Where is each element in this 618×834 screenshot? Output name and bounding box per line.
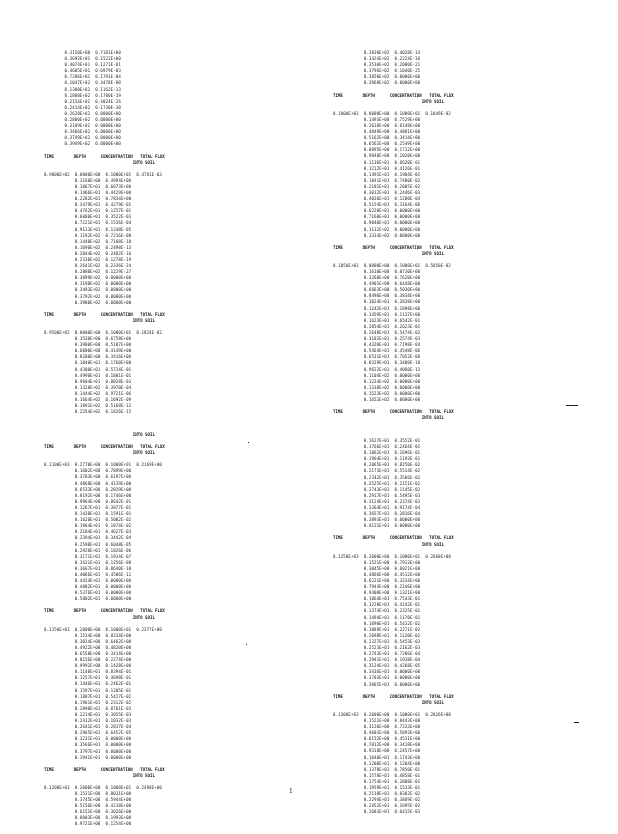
data-row: 0.2342E+01 0.3566E-02: [333, 474, 421, 480]
data-row: 0.1200E+03 0.2000E+00 0.1000E+01 0.2490E+00: [44, 784, 162, 790]
data-row: 0.2452E+01 0.1695E-02: [333, 803, 421, 809]
data-row: 0.1521E+00 0.8031E+00: [44, 790, 132, 796]
data-row: 0.1530E+00 0.6758E+00: [44, 336, 132, 342]
data-block: [44, 154, 294, 306]
data-row: 0.2523E+01 0.2162E-03: [333, 645, 421, 650]
data-row: 0.1380E+02 0.1162E-13: [44, 86, 121, 92]
column-header: TIME DEPTH CONCENTRATION TOTAL FLUX: [44, 444, 165, 450]
column-subheader: INTO SOIL: [333, 98, 444, 104]
data-row: 0.6220E+01 0.0000E+00: [333, 208, 421, 214]
data-row: 0.1959E+01 0.1533E-01: [333, 784, 421, 790]
data-row: 0.1440E+02 0.7168E-10: [44, 238, 132, 244]
data-row: 0.1623E+01 0.6542E-01: [333, 317, 421, 323]
data-row: 0.1040E+01 0.1760E+00: [44, 360, 132, 366]
data-block: [333, 432, 593, 529]
data-row: 0.1664E+02 0.1692E-09: [44, 396, 132, 402]
data-row: 0.1534E+00 0.8234E+00: [44, 632, 132, 638]
data-row: 0.1652E+02 0.0000E+00: [333, 396, 421, 402]
data-row: 0.2173E+01 0.5514E-02: [333, 468, 421, 474]
data-row: 0.2641E+01 0.2837E-04: [44, 724, 132, 730]
data-row: 0.2098E+01 0.8761E-03: [44, 705, 132, 711]
data-row: 0.3900E+00 0.5107E+00: [44, 342, 132, 348]
data-row: 0.2054E+01 0.2623E-01: [333, 323, 421, 329]
data-row: 0.1766E+01 0.2464E-01: [333, 444, 421, 450]
top-left-column: [44, 44, 294, 421]
data-row: 0.2590E+01 0.6048E-05: [44, 541, 132, 547]
data-row: 0.1067E+01 0.6073E+00: [44, 183, 132, 189]
data-row: 0.1459E+01 0.1137E+00: [333, 311, 421, 317]
data-row: 0.3479E+01 0.4279E-01: [44, 202, 132, 208]
data-row: 0.5464E+01 0.4548E-06: [333, 348, 421, 354]
data-row: 0.3968E+02 0.0000E+00: [333, 80, 421, 86]
data-row: 0.2965E+01 0.6452E-05: [44, 730, 132, 736]
data-row: 0.2412E+01 0.1032E-03: [44, 718, 132, 724]
data-row: 0.1104E+02 0.0000E+00: [333, 372, 421, 378]
data-row: 0.3466E+02 0.0000E+00: [44, 129, 121, 135]
data-row: 0.3364E+01 0.9174E-04: [333, 505, 421, 511]
data-row: 0.4990E+01 0.1801E-01: [44, 372, 132, 378]
column-header: TIME DEPTH CONCENTRATION TOTAL FLUX: [333, 244, 454, 250]
data-row: 0.2181E+01 0.2005E-02: [333, 183, 421, 189]
data-row: 0.2294E+01 0.3869E-02: [333, 797, 421, 803]
data-row: 0.1300E+03 0.2000E+00 0.1000E+01 0.2826E+00: [333, 711, 451, 717]
column-subheader: INTO SOIL: [333, 699, 444, 705]
data-row: 0.3424E+02 0.2224E-16: [333, 56, 421, 62]
data-row: 0.2184E+01 0.4627E-03: [44, 529, 132, 535]
data-row: 0.3160E+00 0.4994E+00: [44, 177, 132, 183]
data-row: 0.1597E+01 0.1205E-01: [44, 687, 132, 693]
data-row: 0.1136E+01 0.6620E-01: [333, 159, 421, 165]
data-row: 0.2118E+01 0.8302E-02: [333, 791, 421, 797]
data-row: 0.1964E+01 0.1193E-01: [333, 456, 421, 462]
data-row: 0.4922E+00 0.4820E+00: [44, 644, 132, 650]
data-row: 0.1493E+00 0.7529E+00: [333, 116, 421, 122]
scan-mark-dot-3: [574, 722, 579, 723]
data-row: 0.8192E+00 0.1746E+00: [44, 492, 132, 498]
data-row: 0.9318E+00 0.2457E+00: [333, 748, 421, 754]
data-block: [44, 444, 294, 602]
data-row: 0.3566E+01 0.0000E+00: [44, 742, 132, 748]
data-row: 0.3941E+01 0.0000E+00: [44, 754, 132, 760]
data-row: 0.9500E+02 0.0000E+00 0.1000E+01 0.1824E-02: [44, 329, 162, 335]
data-row: 0.1491E+01 0.1904E-01: [333, 171, 421, 177]
data-row: 0.3045E+00 0.6021E+00: [333, 565, 421, 571]
scan-mark-dot-2: [246, 644, 247, 645]
data-row: 0.7160E+01 0.0000E+00: [333, 214, 421, 220]
data-row: 0.8156E+00 0.2274E+00: [44, 657, 132, 663]
column-subheader: INTO SOIL: [44, 432, 155, 437]
data-row: 0.1446E+01 0.2462E-01: [44, 681, 132, 687]
column-header: TIME DEPTH CONCENTRATION TOTAL FLUX: [44, 311, 165, 317]
page-number: 1: [289, 788, 293, 795]
data-row: 0.9040E+01 0.0000E+00: [333, 220, 421, 226]
data-row: 0.7286E+01 0.1791E-04: [44, 74, 121, 80]
data-row: 0.2327E+01 0.5453E-03: [333, 638, 421, 644]
data-row: 0.1889E+01 0.2271E-02: [333, 626, 421, 632]
data-row: 0.2525E+01 0.2151E-02: [333, 480, 421, 486]
data-row: 0.4026E+01 0.1280E-04: [333, 196, 421, 202]
data-row: 0.3796E+02 0.1040E-25: [333, 68, 421, 74]
data-row: 0.1132E+02 0.0000E+00: [333, 226, 421, 232]
data-row: 0.2648E+01 0.5474E-02: [333, 329, 421, 335]
data-row: 0.6080E+01 0.3522E-03: [44, 214, 132, 220]
data-row: 0.3749E+02 0.0000E+00: [44, 135, 121, 141]
data-row: 0.3099E+02 0.0000E+00: [44, 275, 132, 281]
data-block: [333, 44, 593, 87]
data-row: 0.1250E+03 0.2000E+00 0.1000E+01 0.2668E+00: [333, 553, 451, 559]
data-row: 0.9848E+00 0.1020E+00: [333, 153, 421, 159]
data-row: 0.1521E+00 0.8443E+00: [333, 717, 421, 723]
data-row: 0.1466E+01 0.4429E+00: [44, 189, 132, 195]
data-row: 0.3493E+02 0.0000E+00: [44, 287, 132, 293]
data-row: 0.8095E+00 0.1712E+00: [333, 147, 421, 153]
data-row: 0.6151E+00 0.3026E+00: [44, 809, 132, 815]
data-row: 0.8329E+01 0.3400E-10: [333, 360, 421, 366]
data-row: 0.3124E+01 0.4268E-05: [333, 663, 421, 669]
data-row: 0.1050E+03 0.0000E+00 0.1000E+01 0.5850E-02: [333, 262, 451, 268]
data-row: 0.9622E+01 0.4060E-13: [333, 366, 421, 372]
data-block: [333, 93, 593, 239]
data-row: 0.7944E+00 0.2146E+00: [333, 584, 421, 590]
data-row: 0.4300E+01 0.5714E-01: [44, 366, 132, 372]
data-row: 0.4066E+01 0.4506E-11: [44, 571, 132, 577]
data-row: 0.3260E+00 0.7620E+00: [333, 275, 421, 281]
data-row: 0.2044E+02 0.2482E-16: [44, 250, 132, 256]
data-row: 0.5376E+01 0.0000E+00: [44, 590, 132, 596]
data-row: 0.3745E+00 0.5944E+00: [44, 797, 132, 803]
column-subheader: INTO SOIL: [44, 317, 155, 323]
data-row: 0.1627E+01 0.3552E-01: [333, 438, 421, 443]
data-row: 0.5802E+01 0.0000E+00: [44, 596, 132, 602]
column-header: TIME DEPTH CONCENTRATION TOTAL FLUX: [44, 608, 165, 614]
data-row: 0.3692E+01 0.1522E+00: [44, 56, 121, 62]
data-row: 0.3965E+01 0.0000E+00: [333, 681, 421, 687]
data-row: 0.3012E+01 0.2446E-03: [333, 189, 421, 195]
column-subheader: INTO SOIL: [333, 250, 444, 256]
data-block: [333, 409, 593, 421]
data-row: 0.1578E+01 0.4858E-01: [333, 772, 421, 778]
data-row: 0.3797E+01 0.0000E+00: [44, 748, 132, 754]
data-row: 0.1212E+01 0.4126E-01: [333, 165, 421, 171]
data-row: 0.1807E+01 0.5427E-02: [44, 693, 132, 699]
data-row: 0.5162E+00 0.3414E+00: [333, 135, 421, 141]
data-row: 0.1690E+01 0.5432E-02: [333, 620, 421, 626]
data-row: 0.6562E+00 0.2549E+00: [333, 141, 421, 147]
data-row: 0.1064E+01 0.7543E-01: [333, 596, 421, 602]
data-row: 0.3150E+00 0.7181E+00: [44, 50, 121, 55]
column-subheader: INTO SOIL: [333, 415, 444, 421]
data-row: 0.3530E+02 0.2080E-21: [333, 62, 421, 68]
data-row: 0.1378E+01 0.7850E-01: [333, 766, 421, 772]
data-block: [44, 44, 294, 148]
data-row: 0.1150E+03 0.2000E+00 0.1000E+01 0.2277E+00: [44, 626, 162, 632]
data-row: 0.9133E+01 0.1248E-05: [44, 226, 132, 232]
data-row: 0.5154E+01 0.3164E-06: [333, 202, 421, 208]
data-row: 0.1338E+02 0.0000E+00: [333, 384, 421, 390]
data-row: 0.3949E+02 0.0000E+00: [44, 141, 121, 147]
data-block: [333, 694, 593, 816]
data-row: 0.3124E+01 0.2374E-03: [333, 498, 421, 504]
top-right-column: [333, 44, 593, 427]
data-row: 0.3024E+00 0.6462E+00: [44, 638, 132, 644]
data-row: 0.1841E+01 0.7480E-02: [333, 177, 421, 183]
data-row: 0.6558E+00 0.3414E+00: [44, 651, 132, 656]
data-row: 0.3850E+02 0.0000E+00: [333, 74, 421, 80]
column-header: TIME DEPTH CONCENTRATION TOTAL FLUX: [333, 535, 454, 541]
data-row: 0.4049E+00 0.4881E+00: [333, 129, 421, 135]
data-row: 0.2941E+01 0.1938E-04: [333, 657, 421, 663]
data-row: 0.1521E+00 0.7913E+00: [333, 559, 421, 565]
data-row: 0.7221E+01 0.1536E-04: [44, 220, 132, 226]
bottom-right-column: [333, 432, 593, 821]
data-row: 0.4882E+01 0.0000E+00: [44, 584, 132, 590]
data-row: 0.2641E+02 0.2336E-24: [44, 263, 132, 269]
data-row: 0.1444E+02 0.9721E-06: [44, 390, 132, 396]
data-row: 0.3421E+01 0.1256E-08: [44, 559, 132, 565]
data-row: 0.2065E+01 0.8250E-02: [333, 462, 421, 468]
data-row: 0.2394E+01 0.3442E-04: [44, 535, 132, 541]
data-row: 0.2743E+01 0.1145E-02: [333, 486, 421, 492]
data-row: 0.3830E+02 0.4028E-14: [333, 50, 421, 55]
data-row: 0.3783E+00 0.6197E+00: [44, 474, 132, 480]
data-row: 0.9721E+00 0.1254E+00: [44, 821, 132, 827]
data-block: [333, 535, 593, 687]
data-row: 0.4868E+00 0.4139E+00: [44, 480, 132, 486]
data-row: 0.4121E+01 0.0000E+00: [333, 523, 421, 529]
data-row: 0.1964E+01 0.1874E-02: [44, 523, 132, 529]
data-row: 0.4603E+00 0.5893E+00: [333, 730, 421, 736]
data-row: 0.4074E+01 0.1271E-01: [44, 62, 121, 68]
data-row: 0.3436E+01 0.0000E+00: [333, 669, 421, 675]
data-row: 0.1047E+02 0.4478E-08: [44, 80, 121, 86]
data-row: 0.2743E+01 0.7206E-04: [333, 651, 421, 657]
data-row: 0.2628E+02 0.0000E+00: [44, 110, 121, 116]
data-row: 0.1000E+03 0.0000E+00 0.1000E+01 0.1049E-02: [333, 110, 451, 116]
data-row: 0.4424E+01 0.0000E+00: [44, 578, 132, 584]
data-row: 0.2928E+01 0.1826E-06: [44, 547, 132, 553]
data-row: 0.2683E+01 0.6415E-03: [333, 809, 421, 815]
data-row: 0.9964E+00 0.8642E-01: [44, 498, 132, 504]
data-row: 0.6663E+00 0.5030E+00: [333, 287, 421, 293]
data-row: 0.2254E+02 0.1826E-15: [44, 409, 132, 415]
data-row: 0.3126E+00 0.7233E+00: [333, 724, 421, 730]
data-row: 0.3171E+01 0.1914E-07: [44, 553, 132, 559]
data-row: 0.3792E+02 0.0000E+00: [44, 293, 132, 299]
data-row: 0.3703E+01 0.0000E+00: [333, 675, 421, 681]
data-row: 0.1420E+01 0.1591E-01: [44, 511, 132, 517]
data-row: 0.4866E+00 0.4512E+00: [333, 571, 421, 577]
column-header: TIME DEPTH CONCENTRATION TOTAL FLUX: [333, 409, 454, 415]
data-row: 0.1200E+01 0.1204E+00: [333, 760, 421, 766]
data-row: 0.2618E+00 0.6148E+00: [333, 122, 421, 128]
data-row: 0.1100E+03 0.2770E+00 0.1000E+01 0.2169E+00: [44, 462, 162, 468]
data-row: 0.9992E+00 0.1428E+00: [44, 663, 132, 669]
data-block: [44, 767, 294, 828]
data-row: 0.6221E+00 0.3234E+00: [333, 577, 421, 583]
data-row: 0.2880E+02 0.1229E-27: [44, 269, 132, 275]
data-row: 0.1620E+01 0.5002E-02: [44, 517, 132, 523]
data-row: 0.3231E+01 0.0000E+00: [44, 736, 132, 742]
data-block: [44, 312, 294, 416]
data-row: 0.1242E+01 0.1898E+00: [333, 305, 421, 311]
data-row: 0.8490E+00 0.3834E+00: [333, 293, 421, 299]
data-row: 0.4901E+00 0.6448E+00: [333, 281, 421, 287]
data-row: 0.1328E+02 0.3970E-04: [44, 384, 132, 390]
data-row: 0.9000E+02 0.0000E+00 0.1000E+01 0.4781E-03: [44, 171, 162, 177]
data-row: 0.7812E+00 0.3418E+00: [333, 742, 421, 748]
data-row: 0.3189E+02 0.0000E+00: [44, 123, 121, 129]
scan-mark-dot-1: [248, 442, 249, 443]
data-row: 0.1192E+02 0.7216E-08: [44, 232, 132, 238]
data-row: 0.4762E+01 0.1257E-01: [44, 208, 132, 214]
data-row: 0.4320E+01 0.7198E-04: [333, 342, 421, 348]
data-row: 0.2414E+02 0.1730E-30: [44, 104, 121, 110]
column-subheader: INTO SOIL: [44, 159, 155, 165]
data-row: 0.3657E+01 0.2816E-04: [333, 511, 421, 517]
column-header: TIME DEPTH CONCENTRATION TOTAL FLUX: [44, 766, 165, 772]
data-row: 0.1862E+01 0.1696E-01: [333, 450, 421, 456]
data-row: 0.3190E+02 0.0000E+00: [44, 281, 132, 287]
data-row: 0.1754E+01 0.2888E-01: [333, 778, 421, 784]
data-row: 0.1267E+01 0.3877E-01: [44, 504, 132, 510]
data-row: 0.1610E+00 0.8730E+00: [333, 269, 421, 274]
data-row: 0.9604E+01 0.8028E-03: [44, 378, 132, 384]
data-row: 0.3893E+01 0.0000E+00: [333, 517, 421, 523]
data-row: 0.1374E+01 0.2325E-01: [333, 608, 421, 614]
data-row: 0.1891E+02 0.5168E-12: [44, 403, 132, 409]
column-subheader: INTO SOIL: [333, 541, 444, 547]
data-row: 0.1334E+02 0.0000E+00: [333, 232, 421, 238]
data-row: 0.1602E+00 0.7899E+00: [44, 468, 132, 474]
data-row: 0.1140E+01 0.8394E-01: [44, 669, 132, 675]
data-block: [333, 245, 593, 403]
data-row: 0.2917E+01 0.5495E-03: [333, 492, 421, 498]
data-row: 0.1494E+01 0.1170E-01: [333, 614, 421, 620]
data-row: 0.1228E+01 0.4242E-01: [333, 602, 421, 608]
column-header: TIME DEPTH CONCENTRATION TOTAL FLUX: [44, 153, 165, 159]
data-row: 0.3102E+01 0.2574E-03: [333, 336, 421, 342]
data-row: 0.6000E+00 0.4149E+00: [44, 348, 132, 354]
column-header: TIME DEPTH CONCENTRATION TOTAL FLUX: [333, 693, 454, 699]
data-row: 0.1961E+01 0.2312E-02: [44, 699, 132, 705]
data-row: 0.2330E+02 0.1278E-19: [44, 257, 132, 262]
data-row: 0.1257E+01 0.4698E-01: [44, 675, 132, 681]
bottom-left-column: [44, 432, 294, 834]
data-row: 0.2800E+02 0.0000E+00: [44, 117, 121, 123]
column-header: TIME DEPTH CONCENTRATION TOTAL FLUX: [333, 92, 454, 98]
data-row: 0.1040E+01 0.1743E+00: [333, 754, 421, 760]
data-block: [44, 608, 294, 760]
data-row: 0.8003E+00 0.1993E+00: [44, 815, 132, 821]
column-subheader: INTO SOIL: [44, 614, 155, 620]
data-row: 0.2282E+01 0.7834E+00: [44, 196, 132, 202]
data-row: 0.3667E+01 0.8640E-10: [44, 565, 132, 571]
column-subheader: INTO SOIL: [44, 772, 155, 778]
data-row: 0.1224E+02 0.0000E+00: [333, 378, 421, 384]
data-row: 0.1523E+02 0.0000E+00: [333, 390, 421, 396]
data-row: 0.6531E+01 0.7052E-08: [333, 354, 421, 360]
data-row: 0.5156E+00 0.4218E+00: [44, 803, 132, 809]
data-row: 0.2098E+01 0.1120E-02: [333, 632, 421, 638]
data-row: 0.8200E+00 0.3416E+00: [44, 354, 132, 360]
data-row: 0.1024E+01 0.2838E+00: [333, 299, 421, 305]
column-subheader: INTO SOIL: [44, 450, 155, 456]
data-row: 0.2154E+02 0.4024E-26: [44, 98, 121, 104]
data-row: 0.2214E+01 0.3055E-03: [44, 711, 132, 717]
data-row: 0.1888E+02 0.1780E-19: [44, 92, 121, 98]
data-row: 0.9408E+00 0.1321E+00: [333, 590, 421, 596]
data-row: 0.4605E+01 0.6979E-03: [44, 68, 121, 74]
data-row: 0.1690E+02 0.2498E-13: [44, 244, 132, 250]
data-row: 0.6152E+00 0.4531E+00: [333, 736, 421, 742]
scan-mark-right: [566, 405, 578, 406]
data-row: 0.6533E+00 0.2829E+00: [44, 486, 132, 492]
data-row: 0.3980E+02 0.0000E+00: [44, 299, 132, 305]
